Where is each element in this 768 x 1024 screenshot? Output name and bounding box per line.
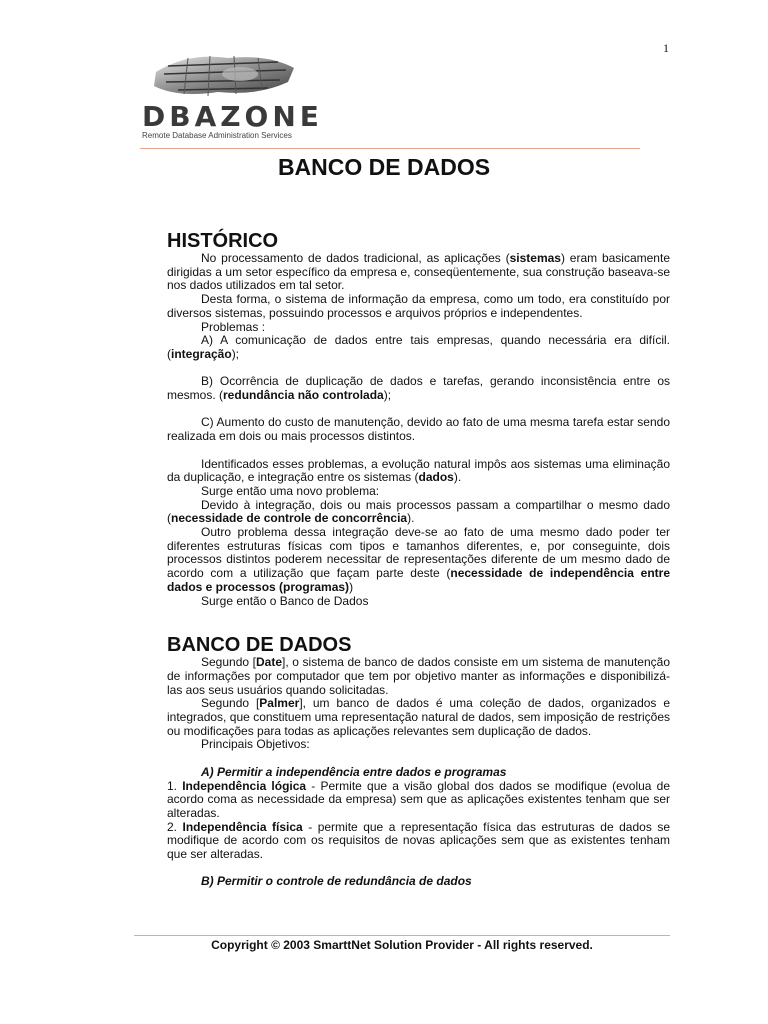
list-item: 1. Independência lógica - Permite que a visão global dos dados se modifique (evolua de acordo coma as necessidade da empresa) sem que as aplicações existentes tenham que ser alteradas.	[167, 778, 670, 820]
paragraph: Desta forma, o sistema de informação da empresa, como um todo, era constituído por diversos sistemas, possuindo processos e arquivos próprios e independentes.	[167, 292, 670, 320]
document-title: BANCO DE DADOS	[277, 154, 491, 180]
paragraph: A) A comunicação de dados entre tais empresas, quando necessária era difícil. (integração);	[167, 333, 670, 361]
paragraph: Problemas :	[201, 319, 266, 334]
paragraph: C) Aumento do custo de manutenção, devido ao fato de uma mesma tarefa estar sendo realizada em dois ou mais processos distintos.	[167, 415, 670, 444]
logo-wordmark: DBAZONE	[142, 100, 323, 133]
list-item: 2. Independência física - permite que a representação física das estruturas de dados se modifique de acordo com os requisitos de novas aplicações sem que as existentes tenham que ser alteradas.	[167, 819, 671, 862]
page-number: 1	[663, 41, 669, 55]
logo-tagline: Remote Database Administration Services	[142, 131, 292, 140]
footer-divider	[134, 935, 670, 936]
logo-graphic-icon	[148, 52, 298, 100]
paragraph: Outro problema dessa integração deve-se ao fato de uma mesmo dado poder ter diferentes estruturas físicas com tipos e tamanhos diferentes, e, por conseguinte, dois processos distintos poderem necessitar de representações diferente de um mesmo dado de acordo com a utilização que façam parte deste (necessidade de independência entre dados e processos (programas))	[167, 525, 670, 594]
paragraph: Segundo [Date], o sistema de banco de dados consiste em um sistema de manutenção de informações por computador que tem por objetivo manter as informações e disponibilizá-las aos seus usuários quando solicitadas.	[167, 655, 670, 697]
objective-heading: A) Permitir a independência entre dados e programas	[201, 764, 507, 779]
footer-copyright: Copyright © 2003 SmarttNet Solution Provider - All rights reserved.	[211, 938, 593, 952]
section-heading-historico: HISTÓRICO	[167, 230, 279, 252]
paragraph: Identificados esses problemas, a evolução natural impôs aos sistemas uma eliminação da duplicação, e integração entre os sistemas (dados).	[167, 456, 670, 485]
paragraph: No processamento de dados tradicional, as aplicações (sistemas) eram basicamente dirigidas a um setor específico da empresa e, conseqüentemente, sua construção baseava-se nos dados utilizados em tal setor.	[167, 251, 670, 293]
header-divider	[140, 148, 640, 149]
paragraph: Devido à integração, dois ou mais processos passam a compartilhar o mesmo dado (necessidade de controle de concorrência).	[167, 497, 670, 526]
paragraph: Principais Objetivos:	[201, 737, 310, 752]
document-body	[167, 230, 670, 889]
paragraph: B) Ocorrência de duplicação de dados e tarefas, gerando inconsistência entre os mesmos. (redundância não controlada);	[167, 374, 670, 403]
section-heading-banco-de-dados: BANCO DE DADOS	[167, 634, 352, 657]
paragraph: Segundo [Palmer], um banco de dados é uma coleção de dados, organizados e integrados, que constituem uma representação natural de dados, sem imposição de restrições ou modificações para todas as aplicações relevantes sem duplicação de dados.	[167, 696, 671, 738]
objective-heading: B) Permitir o controle de redundância de dados	[201, 874, 472, 889]
paragraph: Surge então uma novo problema:	[201, 483, 380, 498]
company-logo	[140, 52, 323, 144]
paragraph: Surge então o Banco de Dados	[201, 593, 369, 608]
